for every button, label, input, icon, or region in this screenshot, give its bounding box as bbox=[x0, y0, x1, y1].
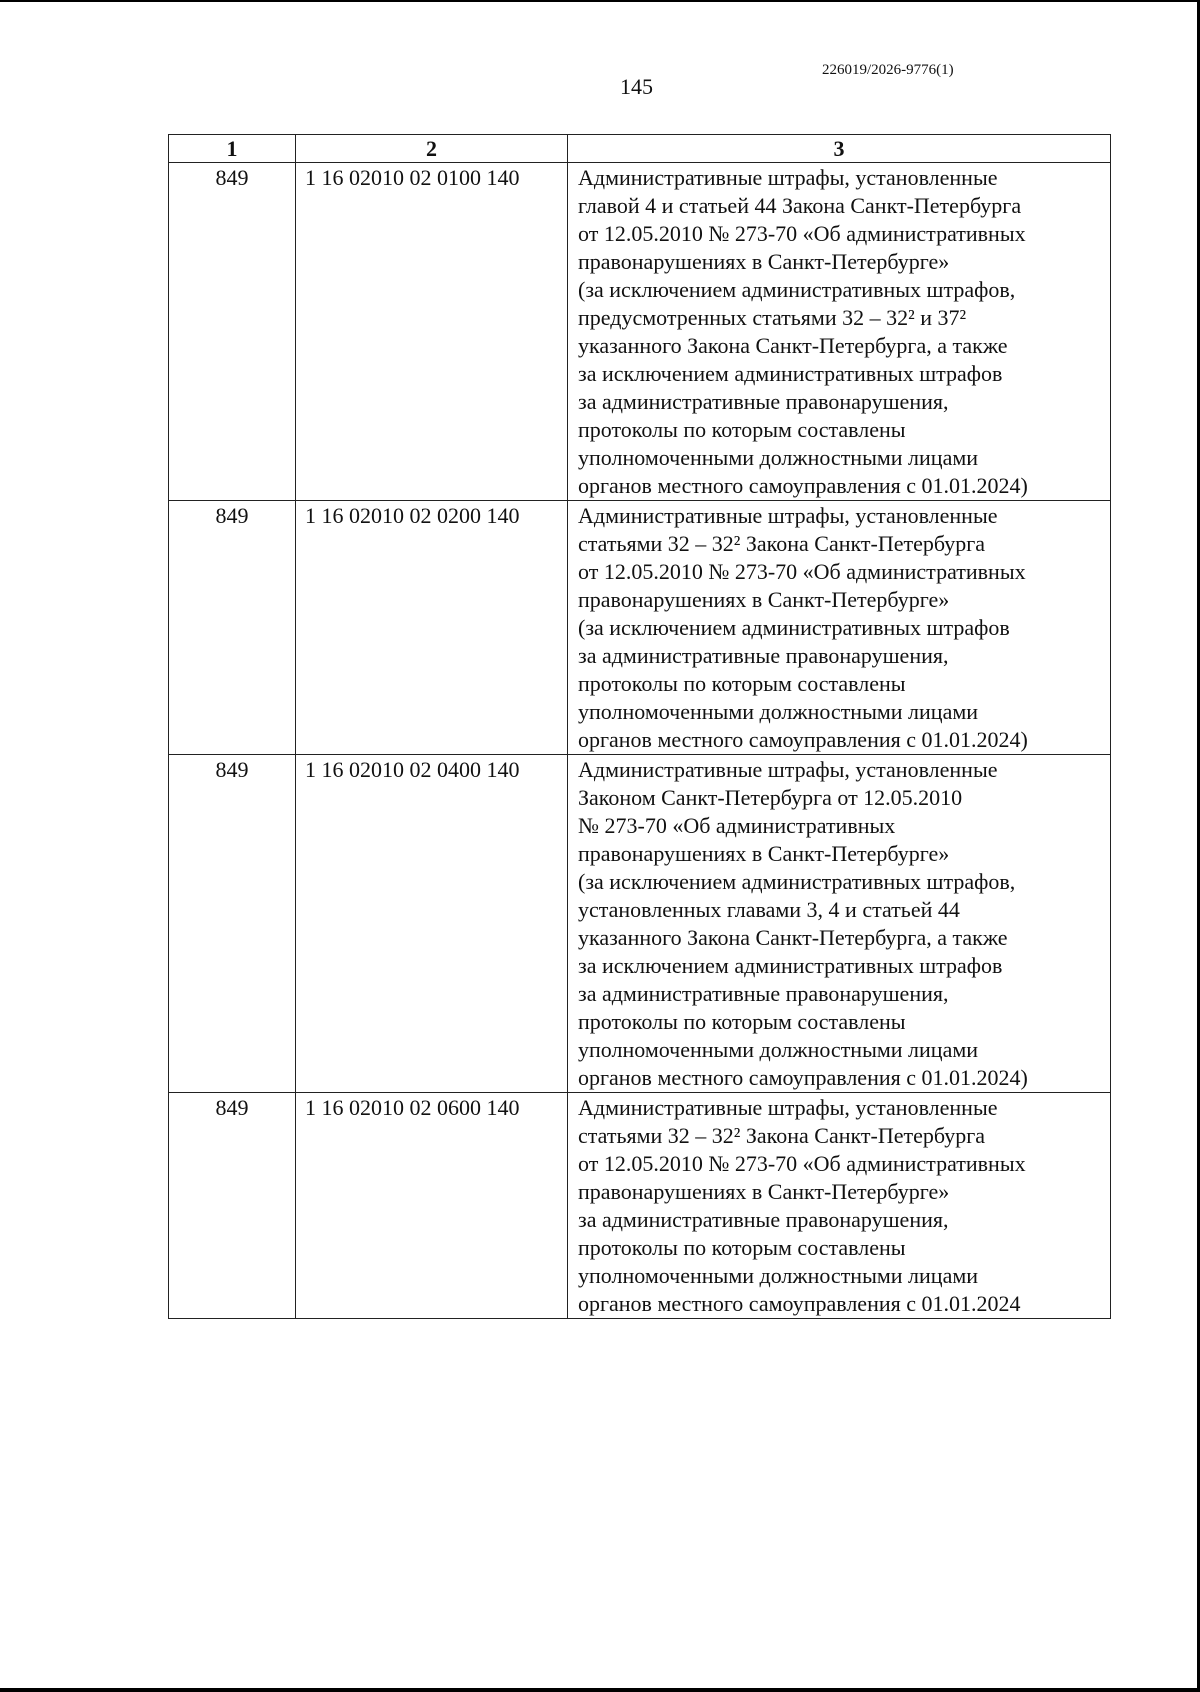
scan-border-top bbox=[0, 0, 1200, 2]
budget-code-cell: 1 16 02010 02 0100 140 bbox=[296, 163, 568, 501]
description-line: за исключением административных штрафов bbox=[578, 953, 1003, 978]
description-line: протоколы по которым составлены bbox=[578, 417, 906, 442]
description-line: (за исключением административных штрафов bbox=[578, 615, 1010, 640]
description-line: органов местного самоуправления с 01.01.2024) bbox=[578, 727, 1028, 752]
description-line: от 12.05.2010 № 273-70 «Об административных bbox=[578, 221, 1026, 246]
description-line: правонарушениях в Санкт-Петербурге» bbox=[578, 587, 950, 612]
description-line: Административные штрафы, установленные bbox=[578, 503, 998, 528]
column-header-description: 3 bbox=[568, 135, 1111, 163]
table-row bbox=[169, 755, 1111, 1093]
description-cell bbox=[568, 1093, 1111, 1319]
description-line: главой 4 и статьей 44 Закона Санкт-Петербурга bbox=[578, 193, 1022, 218]
description-line: правонарушениях в Санкт-Петербурге» bbox=[578, 841, 950, 866]
description-line: статьями 32 – 32² Закона Санкт-Петербурга bbox=[578, 531, 986, 556]
chapter-code-cell: 849 bbox=[169, 501, 296, 755]
description-line: за административные правонарушения, bbox=[578, 981, 949, 1006]
description-line: протоколы по которым составлены bbox=[578, 671, 906, 696]
chapter-code-cell: 849 bbox=[169, 163, 296, 501]
description-line: уполномоченными должностными лицами bbox=[578, 445, 979, 470]
table-row bbox=[169, 163, 1111, 501]
table-header-row bbox=[169, 135, 1111, 163]
column-header-code: 2 bbox=[296, 135, 568, 163]
description-line: от 12.05.2010 № 273-70 «Об административных bbox=[578, 1151, 1026, 1176]
description-line: № 273-70 «Об административных bbox=[578, 813, 896, 838]
description-line: Административные штрафы, установленные bbox=[578, 165, 998, 190]
description-line: органов местного самоуправления с 01.01.2024) bbox=[578, 1065, 1028, 1090]
description-cell bbox=[568, 501, 1111, 755]
description-line: Законом Санкт-Петербурга от 12.05.2010 bbox=[578, 785, 963, 810]
description-line: уполномоченными должностными лицами bbox=[578, 1263, 979, 1288]
description-line: протоколы по которым составлены bbox=[578, 1235, 906, 1260]
scan-border-bottom bbox=[0, 1688, 1200, 1692]
description-line: уполномоченными должностными лицами bbox=[578, 1037, 979, 1062]
description-line: органов местного самоуправления с 01.01.2024 bbox=[578, 1291, 1021, 1316]
chapter-code-cell: 849 bbox=[169, 755, 296, 1093]
chapter-code-cell: 849 bbox=[169, 1093, 296, 1319]
description-line: правонарушениях в Санкт-Петербурге» bbox=[578, 1179, 950, 1204]
document-reference: 226019/2026-9776(1) bbox=[822, 62, 954, 78]
description-cell bbox=[568, 755, 1111, 1093]
description-line: статьями 32 – 32² Закона Санкт-Петербурга bbox=[578, 1123, 986, 1148]
description-line: Административные штрафы, установленные bbox=[578, 757, 998, 782]
description-line: за административные правонарушения, bbox=[578, 643, 949, 668]
page-number: 145 bbox=[620, 74, 653, 99]
table-row bbox=[169, 1093, 1111, 1319]
description-line: уполномоченными должностными лицами bbox=[578, 699, 979, 724]
description-line: органов местного самоуправления с 01.01.2024) bbox=[578, 473, 1028, 498]
description-cell bbox=[568, 163, 1111, 501]
description-line: правонарушениях в Санкт-Петербурге» bbox=[578, 249, 950, 274]
description-line: указанного Закона Санкт-Петербурга, а также bbox=[578, 925, 1008, 950]
description-line: за исключением административных штрафов bbox=[578, 361, 1003, 386]
budget-code-cell: 1 16 02010 02 0400 140 bbox=[296, 755, 568, 1093]
description-line: от 12.05.2010 № 273-70 «Об административных bbox=[578, 559, 1026, 584]
budget-classification-table bbox=[168, 134, 1111, 1319]
column-header-chapter: 1 bbox=[169, 135, 296, 163]
budget-code-cell: 1 16 02010 02 0200 140 bbox=[296, 501, 568, 755]
description-line: установленных главами 3, 4 и статьей 44 bbox=[578, 897, 960, 922]
description-line: (за исключением административных штрафов, bbox=[578, 277, 1016, 302]
description-line: за административные правонарушения, bbox=[578, 389, 949, 414]
description-line: предусмотренных статьями 32 – 32² и 37² bbox=[578, 305, 967, 330]
description-line: протоколы по которым составлены bbox=[578, 1009, 906, 1034]
description-line: (за исключением административных штрафов, bbox=[578, 869, 1016, 894]
table-row bbox=[169, 501, 1111, 755]
description-line: за административные правонарушения, bbox=[578, 1207, 949, 1232]
description-line: указанного Закона Санкт-Петербурга, а также bbox=[578, 333, 1008, 358]
budget-code-cell: 1 16 02010 02 0600 140 bbox=[296, 1093, 568, 1319]
description-line: Административные штрафы, установленные bbox=[578, 1095, 998, 1120]
table-body bbox=[169, 163, 1111, 1319]
